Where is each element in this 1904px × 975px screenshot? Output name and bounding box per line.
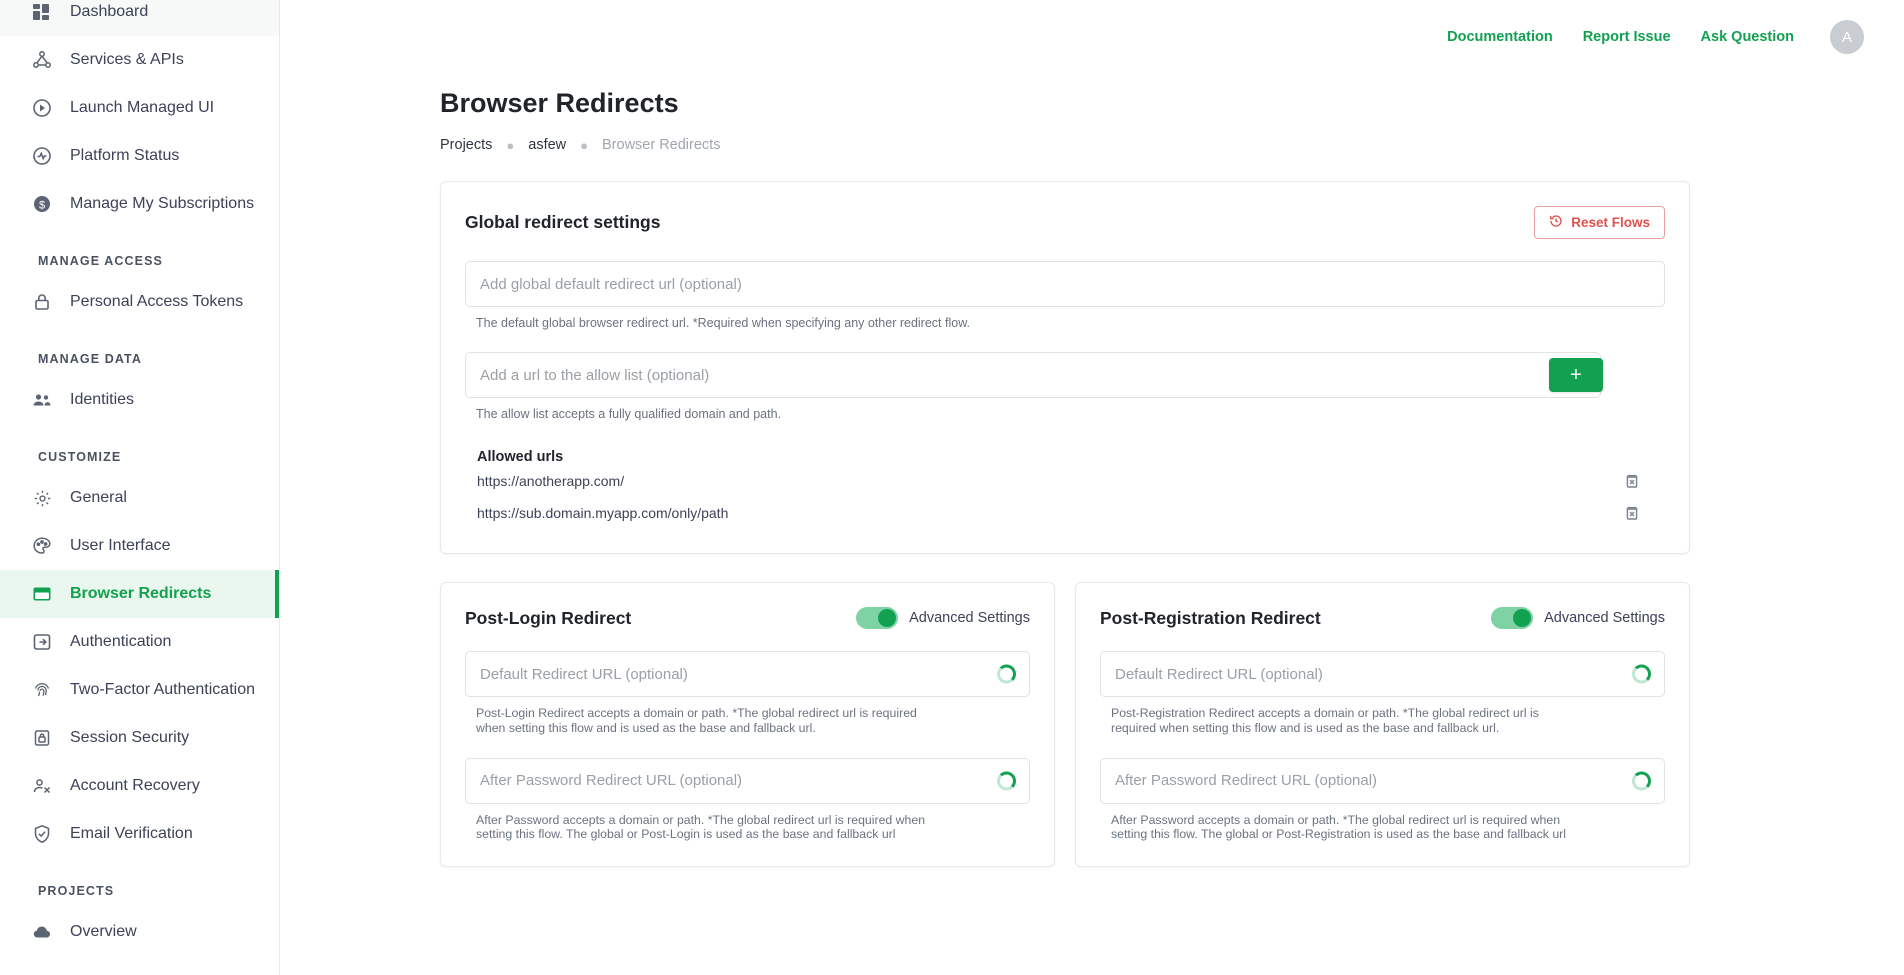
breadcrumb-separator: ● [580, 137, 588, 153]
sidebar-item-identities[interactable] [0, 376, 279, 424]
sidebar-item-label: Account Recovery [70, 777, 200, 794]
post-login-default-redirect-hint: Post-Login Redirect accepts a domain or path. *The global redirect url is required when setting this flow and is used as the base and fallback url. [476, 706, 917, 735]
sidebar-item-manage-my-subscriptions[interactable] [0, 180, 279, 228]
sidebar-section-manage-data: MANAGE DATA [38, 352, 142, 366]
post-registration-default-redirect-input[interactable] [1100, 651, 1665, 697]
card-title: Global redirect settings [465, 212, 661, 232]
advanced-settings-toggle-group[interactable] [856, 607, 1030, 629]
sidebar-item-label: Platform Status [70, 147, 180, 164]
sidebar-item-label: Personal Access Tokens [70, 293, 244, 310]
sidebar-item-label: Email Verification [70, 825, 193, 842]
allow-list-row [465, 352, 1665, 398]
allow-list-input[interactable] [465, 352, 1601, 398]
advanced-settings-toggle[interactable] [856, 607, 898, 629]
allowed-url-text: https://anotherapp.com/ [477, 473, 625, 489]
shield-check-icon [30, 822, 54, 846]
login-icon [30, 630, 54, 654]
sidebar-item-browser-redirects[interactable] [0, 570, 279, 618]
advanced-settings-toggle[interactable] [1491, 607, 1533, 629]
post-login-redirect-card [440, 582, 1055, 867]
global-default-url-row [465, 261, 1665, 330]
allowed-urls-title: Allowed urls [477, 449, 564, 465]
delete-icon[interactable] [1623, 504, 1641, 522]
main-content [280, 0, 1904, 975]
post-registration-after-password-hint: After Password accepts a domain or path. *The global redirect url is required when setting this flow. The global or Post-Registration is used as the base and fallback url [1111, 812, 1567, 842]
lock-icon [30, 290, 54, 314]
breadcrumb-item-projects[interactable]: Projects [440, 137, 493, 153]
card-header [465, 206, 1665, 239]
sidebar-item-label: Two-Factor Authentication [70, 681, 255, 698]
sidebar-item-label: Session Security [70, 729, 190, 746]
page-title: Browser Redirects [440, 88, 679, 118]
sidebar-item-general[interactable] [0, 474, 279, 522]
sidebar-item-label: Authentication [70, 633, 172, 650]
delete-icon[interactable] [1623, 472, 1641, 490]
session-lock-icon [30, 726, 54, 750]
fingerprint-icon [30, 678, 54, 702]
sidebar-item-label: Identities [70, 391, 135, 408]
sidebar-item-launch-managed-ui[interactable] [0, 84, 279, 132]
add-allowed-url-button[interactable]: + [1549, 358, 1603, 392]
sidebar-item-personal-access-tokens[interactable] [0, 278, 279, 326]
sidebar-item-user-interface[interactable] [0, 522, 279, 570]
list-item [465, 465, 1665, 497]
sidebar-section-projects: PROJECTS [38, 884, 115, 898]
sidebar-item-label: Services & APIs [70, 51, 184, 68]
people-icon [30, 388, 54, 412]
advanced-settings-label: Advanced Settings [1544, 610, 1665, 626]
panel-title: Post-Login Redirect [465, 607, 632, 628]
post-registration-after-password-input[interactable] [1100, 758, 1665, 804]
sidebar-item-label: Overview [70, 923, 137, 940]
browser-icon [30, 582, 54, 606]
allowed-url-text: https://sub.domain.myapp.com/only/path [477, 505, 729, 521]
reset-flows-label: Reset Flows [1571, 215, 1650, 230]
post-registration-default-redirect-row [1100, 651, 1665, 697]
sidebar-item-two-factor-authentication[interactable] [0, 666, 279, 714]
sidebar-item-label: Browser Redirects [70, 585, 212, 602]
post-login-default-redirect-row [465, 651, 1030, 697]
sidebar-item-session-security[interactable] [0, 714, 279, 762]
list-item [465, 497, 1665, 529]
play-icon [30, 96, 54, 120]
sidebar-item-services-apis[interactable] [0, 36, 279, 84]
sidebar-item-label: Launch Managed UI [70, 99, 215, 116]
sidebar [0, 0, 280, 975]
breadcrumb-item-current: Browser Redirects [602, 137, 721, 153]
breadcrumb-item-project[interactable]: asfew [528, 137, 567, 153]
recovery-icon [30, 774, 54, 798]
documentation-link[interactable]: Documentation [1447, 29, 1553, 45]
sidebar-item-overview[interactable] [0, 908, 279, 956]
palette-icon [30, 534, 54, 558]
advanced-settings-toggle-group[interactable] [1491, 607, 1665, 629]
ask-question-link[interactable]: Ask Question [1700, 29, 1794, 45]
global-redirect-settings-card [440, 181, 1690, 554]
sidebar-item-label: General [70, 489, 127, 506]
post-registration-after-password-row [1100, 758, 1665, 804]
page-body [440, 88, 1690, 867]
advanced-settings-label: Advanced Settings [909, 610, 1030, 626]
topbar [280, 0, 1904, 74]
sidebar-item-authentication[interactable] [0, 618, 279, 666]
reset-flows-button[interactable] [1534, 206, 1665, 239]
report-issue-link[interactable]: Report Issue [1582, 29, 1671, 45]
svg-text:$: $ [38, 199, 46, 212]
nodes-icon [30, 48, 54, 72]
post-login-after-password-input[interactable] [465, 758, 1030, 804]
panel-header [465, 607, 1030, 629]
sidebar-section-customize: CUSTOMIZE [38, 450, 122, 464]
sidebar-item-email-verification[interactable] [0, 810, 279, 858]
allow-list-hint: The allow list accepts a fully qualified domain and path. [476, 407, 782, 421]
gear-icon [30, 486, 54, 510]
global-default-url-input[interactable] [465, 261, 1665, 307]
redirect-flow-panels [440, 582, 1690, 867]
avatar[interactable]: A [1830, 20, 1864, 54]
sidebar-item-account-recovery[interactable] [0, 762, 279, 810]
panel-header [1100, 607, 1665, 629]
loading-spinner-icon [997, 665, 1016, 684]
reset-clock-icon [1549, 214, 1563, 231]
breadcrumb [440, 137, 1690, 153]
status-icon [30, 144, 54, 168]
cloud-icon [30, 920, 54, 944]
sidebar-item-label: User Interface [70, 537, 171, 554]
breadcrumb-separator: ● [506, 137, 515, 153]
grid-icon [30, 0, 54, 24]
loading-spinner-icon [1632, 665, 1651, 684]
post-registration-default-redirect-hint: Post-Registration Redirect accepts a domain or path. *The global redirect url is required when setting this flow and is used as the base and fallback url. [1111, 706, 1539, 735]
sidebar-item-label: Dashboard [70, 3, 149, 20]
sidebar-item-label: Manage My Subscriptions [70, 195, 255, 212]
post-login-after-password-row [465, 758, 1030, 804]
loading-spinner-icon [1632, 771, 1651, 790]
post-registration-redirect-card [1075, 582, 1690, 867]
sidebar-item-dashboard[interactable] [0, 0, 279, 36]
post-login-default-redirect-input[interactable] [465, 651, 1030, 697]
dollar-icon [30, 192, 54, 216]
post-login-after-password-hint: After Password accepts a domain or path. *The global redirect url is required when setting this flow. The global or Post-Login is used as the base and fallback url [476, 812, 926, 842]
loading-spinner-icon [997, 771, 1016, 790]
sidebar-section-manage-access: MANAGE ACCESS [38, 254, 163, 268]
global-default-url-hint: The default global browser redirect url. *Required when specifying any other redirect flow. [476, 316, 971, 330]
sidebar-item-platform-status[interactable] [0, 132, 279, 180]
panel-title: Post-Registration Redirect [1100, 607, 1321, 628]
